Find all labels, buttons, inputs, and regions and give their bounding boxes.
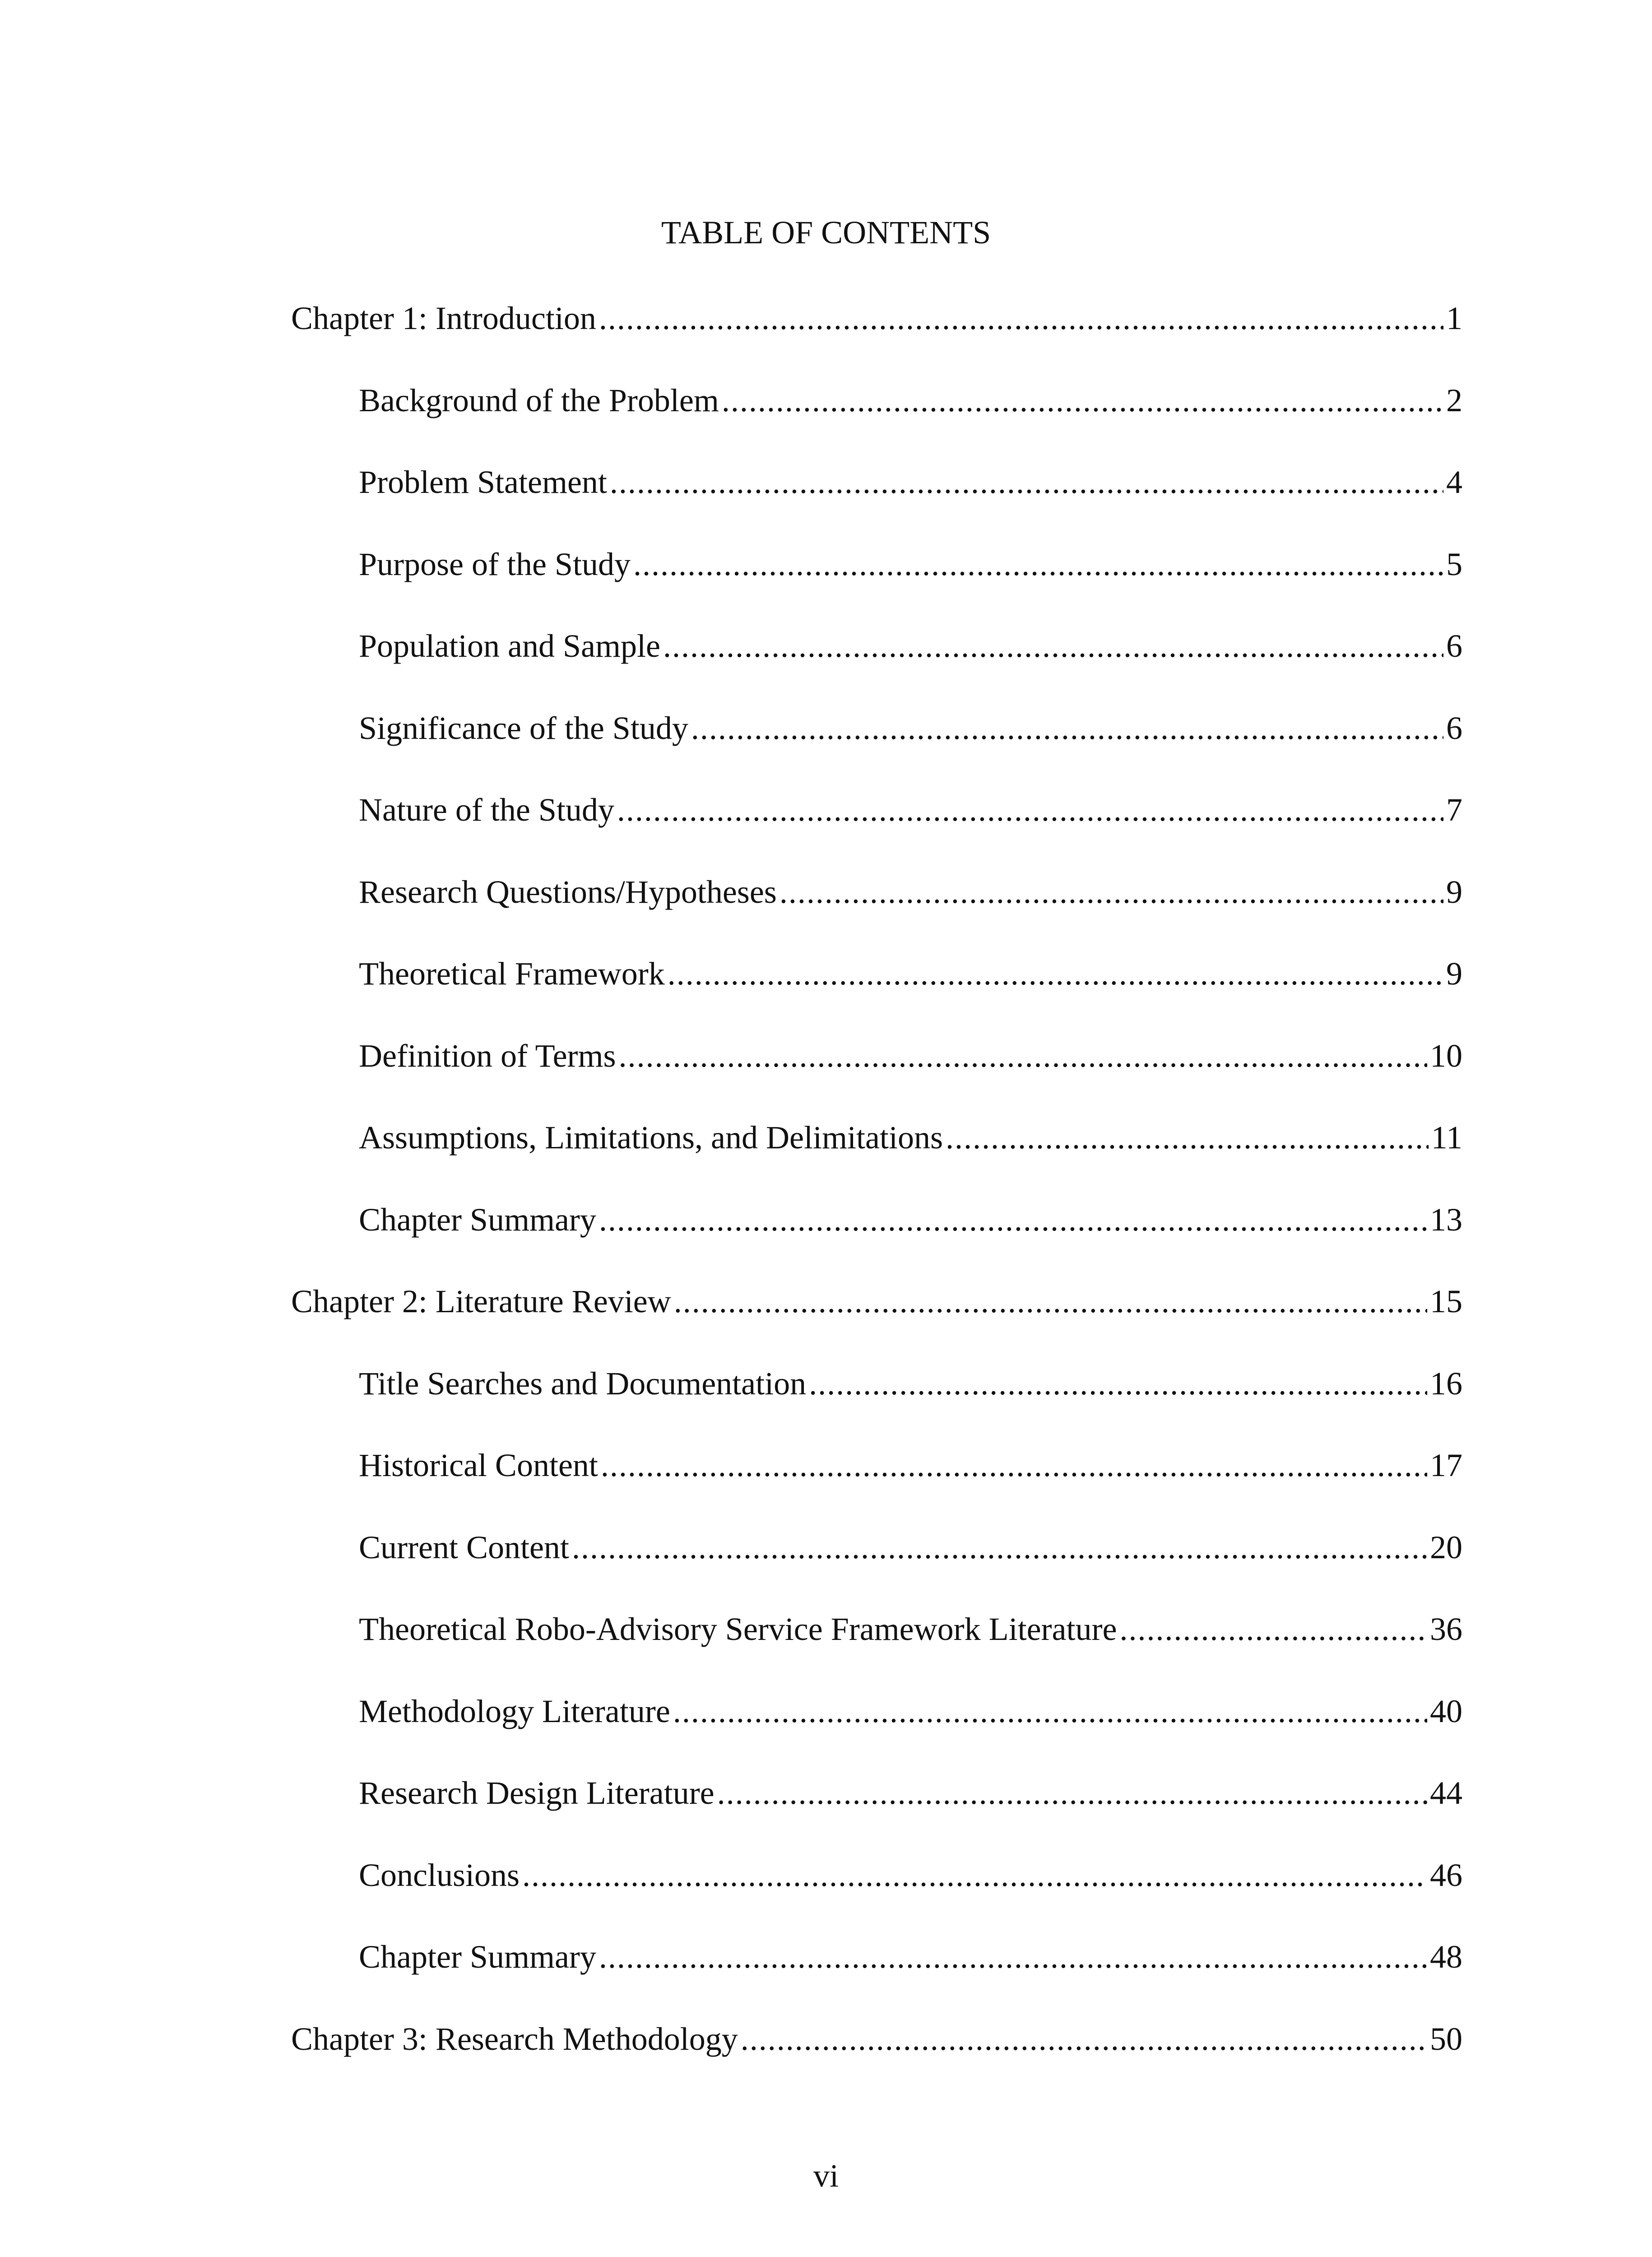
toc-dot-leader — [722, 378, 1443, 423]
toc-section-entry — [359, 1525, 1462, 1570]
page-title: TABLE OF CONTENTS — [661, 214, 991, 251]
toc-section-entry — [359, 1689, 1462, 1734]
toc-entry-title: Methodology Literature — [359, 1693, 670, 1729]
toc-entry-page: 5 — [1446, 546, 1462, 582]
toc-entry-page: 44 — [1430, 1775, 1462, 1811]
toc-dot-leader — [780, 869, 1443, 915]
toc-section-entry — [359, 1934, 1462, 1979]
toc-entry-page: 9 — [1446, 956, 1462, 992]
toc-dot-leader — [673, 1689, 1427, 1734]
toc-dot-leader — [741, 2016, 1427, 2062]
toc-section-entry — [359, 460, 1462, 505]
toc-entry-title: Definition of Terms — [359, 1038, 616, 1074]
toc-entry-title: Conclusions — [359, 1857, 520, 1893]
toc-entry-title: Purpose of the Study — [359, 546, 631, 582]
toc-section-entry — [359, 1115, 1462, 1160]
toc-entry-page: 40 — [1430, 1693, 1462, 1729]
toc-entry-page: 9 — [1446, 874, 1462, 910]
toc-section-entry — [359, 787, 1462, 832]
toc-dot-leader — [633, 542, 1443, 587]
toc-section-entry — [359, 1033, 1462, 1078]
toc-dot-leader — [599, 1934, 1427, 1979]
toc-section-entry — [359, 1770, 1462, 1816]
toc-section-entry — [359, 623, 1462, 669]
toc-chapter-entry — [291, 2016, 1462, 2062]
toc-section-entry — [359, 1361, 1462, 1406]
toc-entry-title: Chapter Summary — [359, 1202, 596, 1238]
toc-chapter-entry — [291, 1279, 1462, 1324]
toc-entry-page: 10 — [1430, 1038, 1462, 1074]
toc-entry-title: Research Design Literature — [359, 1775, 715, 1811]
toc-entry-title: Theoretical Robo-Advisory Service Framework Literature — [359, 1611, 1117, 1647]
toc-entry-page: 7 — [1446, 792, 1462, 828]
toc-dot-leader — [668, 951, 1443, 996]
toc-entry-page: 50 — [1430, 2021, 1462, 2057]
toc-dot-leader — [674, 1279, 1427, 1324]
toc-entry-page: 2 — [1446, 382, 1462, 418]
toc-entry-title: Chapter 1: Introduction — [291, 300, 596, 336]
toc-section-entry — [359, 1443, 1462, 1488]
toc-dot-leader — [522, 1853, 1427, 1898]
toc-entry-title: Chapter Summary — [359, 1939, 596, 1975]
toc-section-entry — [359, 951, 1462, 996]
toc-dot-leader — [946, 1115, 1429, 1160]
toc-entry-title: Title Searches and Documentation — [359, 1365, 807, 1402]
toc-dot-leader — [599, 1197, 1427, 1242]
toc-entry-page: 16 — [1430, 1365, 1462, 1402]
toc-entry-page: 13 — [1430, 1202, 1462, 1238]
toc-entry-page: 20 — [1430, 1529, 1462, 1565]
toc-entry-page: 6 — [1446, 710, 1462, 746]
toc-dot-leader — [617, 787, 1443, 832]
toc-entry-title: Nature of the Study — [359, 792, 614, 828]
toc-entry-title: Historical Content — [359, 1447, 598, 1483]
toc-dot-leader — [717, 1770, 1427, 1816]
toc-dot-leader — [601, 1443, 1427, 1488]
toc-entry-page: 4 — [1446, 464, 1462, 500]
toc-section-entry — [359, 869, 1462, 915]
toc-entry-title: Current Content — [359, 1529, 569, 1565]
toc-entry-page: 36 — [1430, 1611, 1462, 1647]
toc-entry-title: Research Questions/Hypotheses — [359, 874, 777, 910]
toc-dot-leader — [572, 1525, 1427, 1570]
toc-entry-page: 11 — [1431, 1119, 1462, 1156]
toc-chapter-entry — [291, 296, 1462, 341]
toc-entry-title: Theoretical Framework — [359, 956, 665, 992]
toc-section-entry — [359, 1197, 1462, 1242]
toc-entry-title: Problem Statement — [359, 464, 607, 500]
toc-entry-page: 17 — [1430, 1447, 1462, 1483]
toc-entry-page: 1 — [1446, 300, 1462, 336]
toc-entry-title: Significance of the Study — [359, 710, 688, 746]
toc-entry-title: Chapter 2: Literature Review — [291, 1283, 671, 1319]
toc-entry-page: 15 — [1430, 1283, 1462, 1319]
toc-entry-title: Background of the Problem — [359, 382, 719, 418]
toc-dot-leader — [663, 623, 1443, 669]
toc-entry-title: Population and Sample — [359, 628, 660, 664]
toc-section-entry — [359, 706, 1462, 751]
toc-entry-page: 46 — [1430, 1857, 1462, 1893]
toc-dot-leader — [599, 296, 1443, 341]
toc-section-entry — [359, 378, 1462, 423]
toc-entry-page: 48 — [1430, 1939, 1462, 1975]
toc-section-entry — [359, 1607, 1462, 1652]
toc-entry-title: Assumptions, Limitations, and Delimitations — [359, 1119, 943, 1156]
toc-dot-leader — [610, 460, 1443, 505]
toc-entry-page: 6 — [1446, 628, 1462, 664]
toc-section-entry — [359, 542, 1462, 587]
toc-dot-leader — [1119, 1607, 1427, 1652]
toc-entry-title: Chapter 3: Research Methodology — [291, 2021, 738, 2057]
toc-dot-leader — [691, 706, 1443, 751]
toc-dot-leader — [619, 1033, 1427, 1078]
page-number: vi — [813, 2158, 839, 2194]
toc-dot-leader — [809, 1361, 1427, 1406]
toc-section-entry — [359, 1853, 1462, 1898]
